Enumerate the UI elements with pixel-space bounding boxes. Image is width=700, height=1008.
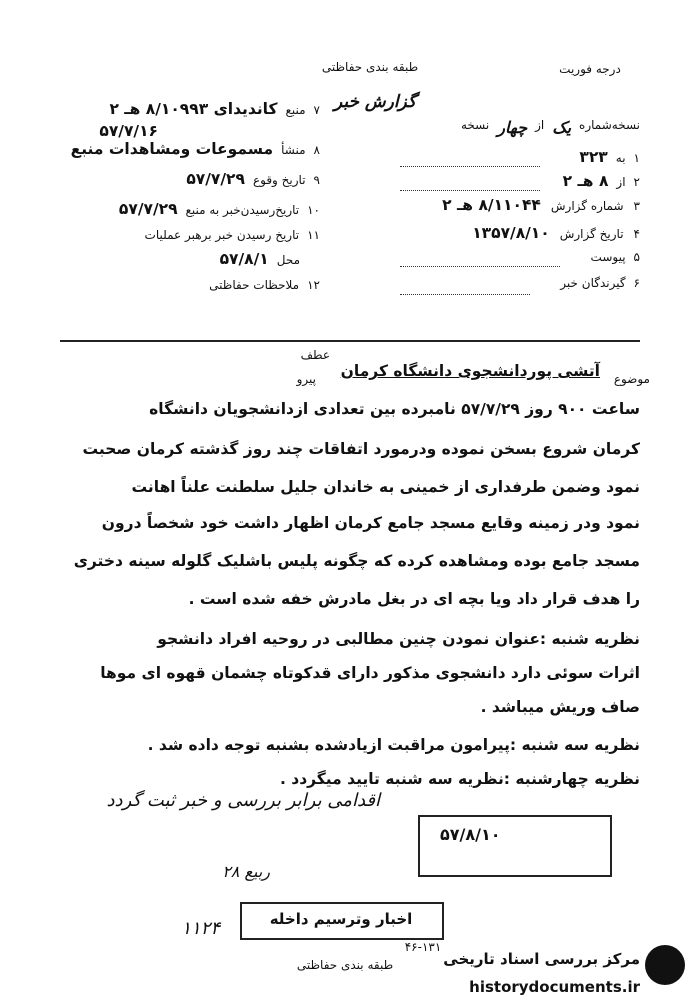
handwritten-note-3: ۱۱۲۴ <box>181 918 220 939</box>
left-field-12-label: ملاحظات حفاظتی <box>209 278 300 292</box>
right-field-3-value: ۸/۱۱۰۴۴ هـ ۲ <box>442 196 541 214</box>
right-field-6-no: ۶ <box>633 276 640 290</box>
left-field-7-label: منبع <box>285 103 306 117</box>
left-field-10-label: تاریخ‌رسیدن‌خبر به منبع <box>185 203 300 217</box>
copies-label: نسخه‌شماره <box>579 118 640 132</box>
handwritten-note-2: ربیع ۲۸ <box>222 862 270 881</box>
right-field-4-label: تاریخ گزارش <box>559 227 624 241</box>
urgency-label: درجه فوریت <box>559 62 621 76</box>
left-field-7-value: کاندیدای ۸/۱۰۹۹۳ هـ ۲ <box>109 100 278 118</box>
left-field-place <box>60 250 300 268</box>
body-line-3: نمود وضمن طرفداری از خمینی به خاندان جلیل سلطنت علناً اهانت <box>131 478 640 496</box>
right-field-2 <box>400 172 640 190</box>
left-field-8-label: منشأ <box>281 143 306 157</box>
report-title: گزارش خبر <box>333 92 417 112</box>
left-field-8 <box>30 140 320 158</box>
copies-row <box>390 118 640 137</box>
subject-label: موضوع <box>613 372 650 386</box>
right-field-4-no: ۴ <box>633 227 640 241</box>
left-field-9 <box>30 170 320 188</box>
copies-total: چهار <box>497 118 528 137</box>
subject-text: آتشی پوردانشجوی دانشگاه کرمان <box>340 362 600 380</box>
copies-from: از <box>535 118 545 132</box>
right-field-5-line <box>400 266 560 267</box>
body-line-1: ساعت ۹۰۰ روز ۵۷/۷/۲۹ نامبرده بین تعدادی ازدانشجویان دانشگاه <box>149 400 640 418</box>
body-line-2: کرمان شروع بسخن نموده ودرمورد اتفاقات چند روز گذشته کرمان صحبت <box>82 440 640 458</box>
classification-bottom: طبقه بندی حفاظتی <box>296 958 394 972</box>
classification-top: طبقه بندی حفاظتی <box>321 60 419 74</box>
body-line-6: را هدف قرار داد ویا بچه ای در بغل مادرش خفه شده است . <box>188 590 640 608</box>
right-field-4-value: ۱۳۵۷/۸/۱۰ <box>472 224 550 242</box>
left-field-12-no: ۱۲ <box>307 278 320 292</box>
left-field-place-value: ۵۷/۸/۱ <box>219 250 269 268</box>
department-stamp <box>240 902 444 940</box>
watermark-title: مرکز بررسی اسناد تاریخی <box>443 950 640 968</box>
right-field-5 <box>400 250 640 264</box>
left-field-11-no: ۱۱ <box>307 228 320 242</box>
right-field-2-value: ۸ هـ ۲ <box>562 172 609 190</box>
registration-stamp <box>418 815 612 877</box>
left-field-8-no: ۸ <box>313 143 320 157</box>
left-field-11 <box>30 228 320 242</box>
history-documents-logo <box>645 945 685 985</box>
right-field-5-label: پیوست <box>590 250 626 264</box>
right-field-1-value: ۳۲۳ <box>579 148 608 166</box>
body-line-11: نظریه چهارشنبه :نظریه سه شنبه تایید میگردد . <box>279 770 640 788</box>
right-field-3-label: شماره گزارش <box>550 199 624 213</box>
subject-note-2: پیرو <box>296 372 316 386</box>
left-field-7-no: ۷ <box>313 103 320 117</box>
stamp-center-text: اخبار وترسیم داخله <box>269 910 413 928</box>
left-field-9-no: ۹ <box>313 173 320 187</box>
left-top-number: ۵۷/۷/۱۶ <box>99 122 158 140</box>
stamp-date: ۵۷/۸/۱۰ <box>440 825 501 844</box>
left-field-10-value: ۵۷/۷/۲۹ <box>118 200 178 218</box>
subject-note-1: عطف <box>300 348 330 362</box>
left-field-7 <box>30 100 320 118</box>
left-field-10-no: ۱۰ <box>307 203 320 217</box>
header-divider <box>60 340 640 342</box>
body-line-10: نظریه سه شنبه :پیرامون مراقبت ازیادشده بشنبه توجه داده شد . <box>147 736 640 754</box>
left-field-10 <box>30 200 320 218</box>
right-field-3 <box>340 196 640 214</box>
left-field-12 <box>30 278 320 292</box>
right-field-2-no: ۲ <box>633 175 640 189</box>
left-field-8-value: مسموعات ومشاهدات منبع <box>70 140 274 158</box>
body-line-9: صاف وریش میباشد . <box>480 698 640 716</box>
right-field-1-no: ۱ <box>633 151 640 165</box>
left-field-11-label: تاریخ رسیدن خبر برهبر عملیات <box>144 228 300 242</box>
right-field-2-label: از <box>616 175 626 189</box>
right-field-1-label: به <box>615 151 626 165</box>
body-line-7: نظریه شنبه :عنوان نمودن چنین مطالبی در روحیه افراد دانشجو <box>157 630 640 648</box>
body-line-5: مسجد جامع بوده ومشاهده کرده که چگونه پلیس باشلیک گلوله سینه دختری <box>73 552 640 570</box>
right-field-2-line <box>400 190 540 191</box>
right-field-6-label: گیرندگان خبر <box>560 276 626 290</box>
right-field-6-line <box>400 294 530 295</box>
body-line-8: اثرات سوئی دارد دانشجوی مذکور دارای قدکوتاه چشمان قهوه ای موها <box>100 664 640 682</box>
page-footer-number: ۴۶-۱۳۱ <box>404 940 442 954</box>
body-line-4: نمود ودر زمینه وقایع مسجد جامع کرمان اظهار داشت خود شخصاً درون <box>101 514 640 532</box>
left-field-place-label: محل <box>276 253 300 267</box>
right-field-4 <box>340 224 640 242</box>
handwritten-note-1: اقدامی برابر بررسی و خبر ثبت گردد <box>106 790 380 811</box>
right-field-5-no: ۵ <box>633 250 640 264</box>
right-field-1-line <box>400 166 540 167</box>
watermark-url: historydocuments.ir <box>469 978 640 996</box>
left-field-9-label: تاریخ وقوع <box>252 173 306 187</box>
left-field-9-value: ۵۷/۷/۲۹ <box>186 170 245 188</box>
copies-value: یک <box>552 118 572 137</box>
copies-suffix: نسخه <box>461 118 490 132</box>
right-field-6 <box>400 276 640 290</box>
right-field-3-no: ۳ <box>633 199 640 213</box>
right-field-1 <box>400 148 640 166</box>
